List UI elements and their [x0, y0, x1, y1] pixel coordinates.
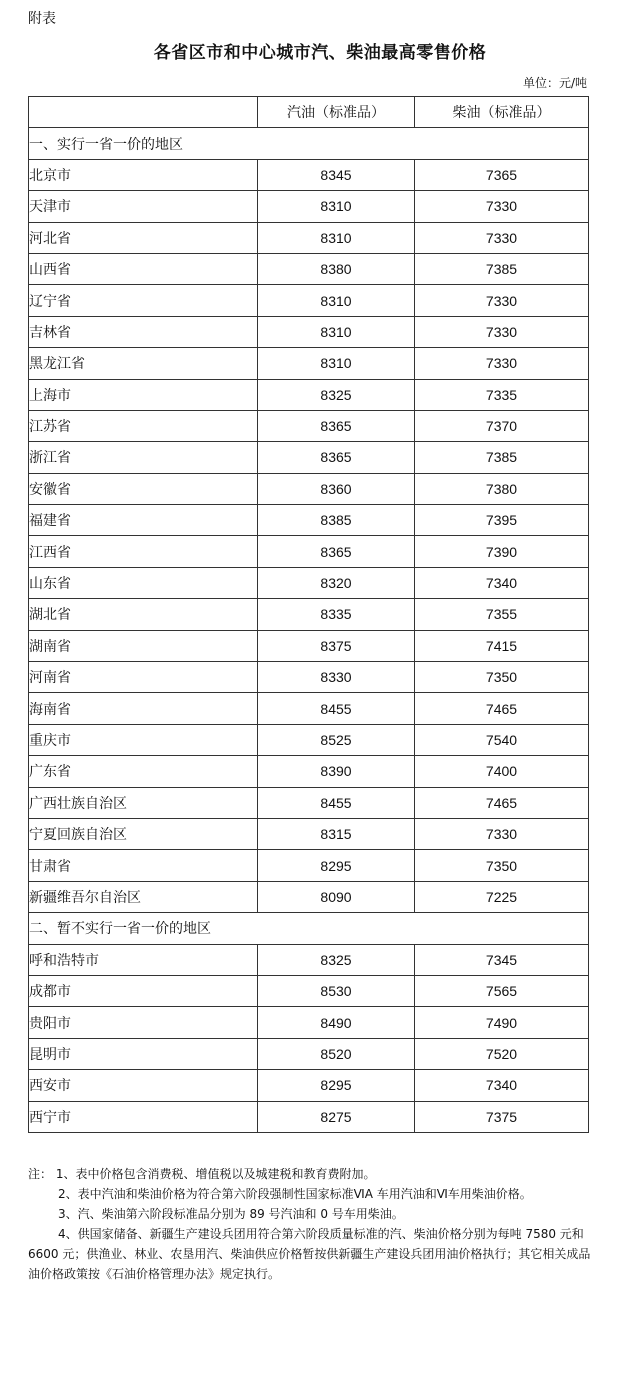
table-row	[29, 410, 589, 441]
gasoline-price-cell: 8310	[258, 316, 415, 347]
table-row	[29, 567, 589, 598]
gasoline-price-cell: 8335	[258, 599, 415, 630]
diesel-price-cell: 7380	[415, 473, 589, 504]
diesel-price-cell: 7390	[415, 536, 589, 567]
table-row	[29, 787, 589, 818]
gasoline-price-cell: 8365	[258, 442, 415, 473]
table-row	[29, 505, 589, 536]
diesel-price-cell: 7330	[415, 191, 589, 222]
region-cell: 辽宁省	[29, 285, 258, 316]
diesel-price-cell: 7370	[415, 410, 589, 441]
gasoline-price-cell: 8275	[258, 1101, 415, 1132]
region-cell: 河南省	[29, 662, 258, 693]
region-cell: 海南省	[29, 693, 258, 724]
note-2: 2、表中汽油和柴油价格为符合第六阶段强制性国家标准ⅥA 车用汽油和Ⅵ车用柴油价格。	[58, 1187, 532, 1201]
diesel-price-cell: 7355	[415, 599, 589, 630]
table-row	[29, 348, 589, 379]
diesel-price-cell: 7330	[415, 222, 589, 253]
gasoline-price-cell: 8455	[258, 693, 415, 724]
gasoline-price-cell: 8385	[258, 505, 415, 536]
table-row	[29, 316, 589, 347]
gasoline-price-cell: 8360	[258, 473, 415, 504]
table-row	[29, 818, 589, 849]
diesel-price-cell: 7335	[415, 379, 589, 410]
table-row	[29, 630, 589, 661]
table-row	[29, 975, 589, 1006]
diesel-price-cell: 7365	[415, 159, 589, 190]
table-row	[29, 191, 589, 222]
diesel-price-cell: 7385	[415, 253, 589, 284]
gasoline-price-cell: 8310	[258, 285, 415, 316]
gasoline-price-cell: 8525	[258, 724, 415, 755]
region-cell: 安徽省	[29, 473, 258, 504]
gasoline-price-cell: 8375	[258, 630, 415, 661]
section-title: 一、实行一省一价的地区	[29, 128, 589, 159]
region-cell: 成都市	[29, 975, 258, 1006]
table-row	[29, 1038, 589, 1069]
region-cell: 浙江省	[29, 442, 258, 473]
gasoline-price-cell: 8380	[258, 253, 415, 284]
region-cell: 江西省	[29, 536, 258, 567]
table-row	[29, 379, 589, 410]
region-cell: 山西省	[29, 253, 258, 284]
gasoline-price-cell: 8520	[258, 1038, 415, 1069]
region-cell: 黑龙江省	[29, 348, 258, 379]
region-cell: 呼和浩特市	[29, 944, 258, 975]
table-body	[29, 128, 589, 1133]
gasoline-price-cell: 8490	[258, 1007, 415, 1038]
gasoline-price-cell: 8325	[258, 944, 415, 975]
gasoline-price-cell: 8315	[258, 818, 415, 849]
region-cell: 山东省	[29, 567, 258, 598]
header-gasoline: 汽油（标准品）	[258, 97, 415, 128]
region-cell: 西宁市	[29, 1101, 258, 1132]
table-row	[29, 662, 589, 693]
diesel-price-cell: 7520	[415, 1038, 589, 1069]
table-row	[29, 881, 589, 912]
gasoline-price-cell: 8365	[258, 536, 415, 567]
table-row	[29, 1101, 589, 1132]
table-row	[29, 442, 589, 473]
table-row	[29, 599, 589, 630]
table-row	[29, 724, 589, 755]
table-title: 各省区市和中心城市汽、柴油最高零售价格	[153, 43, 487, 63]
gasoline-price-cell: 8530	[258, 975, 415, 1006]
region-cell: 广西壮族自治区	[29, 787, 258, 818]
gasoline-price-cell: 8090	[258, 881, 415, 912]
diesel-price-cell: 7350	[415, 850, 589, 881]
region-cell: 吉林省	[29, 316, 258, 347]
section-row	[29, 128, 589, 159]
table-row	[29, 850, 589, 881]
region-cell: 湖北省	[29, 599, 258, 630]
diesel-price-cell: 7540	[415, 724, 589, 755]
gasoline-price-cell: 8310	[258, 191, 415, 222]
gasoline-price-cell: 8320	[258, 567, 415, 598]
gasoline-price-cell: 8310	[258, 348, 415, 379]
diesel-price-cell: 7490	[415, 1007, 589, 1038]
note-3: 3、汽、柴油第六阶段标准品分别为 89 号汽油和 0 号车用柴油。	[58, 1207, 404, 1221]
diesel-price-cell: 7330	[415, 316, 589, 347]
table-row	[29, 159, 589, 190]
table-row	[29, 944, 589, 975]
diesel-price-cell: 7345	[415, 944, 589, 975]
region-cell: 江苏省	[29, 410, 258, 441]
region-cell: 天津市	[29, 191, 258, 222]
diesel-price-cell: 7465	[415, 787, 589, 818]
gasoline-price-cell: 8330	[258, 662, 415, 693]
diesel-price-cell: 7465	[415, 693, 589, 724]
price-table	[28, 96, 589, 1133]
table-row	[29, 285, 589, 316]
diesel-price-cell: 7400	[415, 756, 589, 787]
gasoline-price-cell: 8325	[258, 379, 415, 410]
region-cell: 湖南省	[29, 630, 258, 661]
gasoline-price-cell: 8345	[258, 159, 415, 190]
region-cell: 北京市	[29, 159, 258, 190]
diesel-price-cell: 7330	[415, 348, 589, 379]
region-cell: 甘肃省	[29, 850, 258, 881]
appendix-label: 附表	[28, 11, 56, 27]
gasoline-price-cell: 8295	[258, 1070, 415, 1101]
table-row	[29, 1007, 589, 1038]
diesel-price-cell: 7565	[415, 975, 589, 1006]
region-cell: 广东省	[29, 756, 258, 787]
unit-label: 单位：元/吨	[522, 76, 587, 90]
header-diesel: 柴油（标准品）	[415, 97, 589, 128]
table-row	[29, 253, 589, 284]
diesel-price-cell: 7375	[415, 1101, 589, 1132]
table-row	[29, 473, 589, 504]
diesel-price-cell: 7340	[415, 567, 589, 598]
gasoline-price-cell: 8295	[258, 850, 415, 881]
section-row	[29, 913, 589, 944]
diesel-price-cell: 7415	[415, 630, 589, 661]
gasoline-price-cell: 8390	[258, 756, 415, 787]
table-row	[29, 1070, 589, 1101]
diesel-price-cell: 7330	[415, 818, 589, 849]
region-cell: 河北省	[29, 222, 258, 253]
region-cell: 福建省	[29, 505, 258, 536]
gasoline-price-cell: 8455	[258, 787, 415, 818]
note-4: 4、供国家储备、新疆生产建设兵团用符合第六阶段质量标准的汽、柴油价格分别为每吨 7580 元和 6600 元；供渔业、林业、农垦用汽、柴油供应价格暂按供新疆生产建设兵团用油价格执行；其它相关成品油价格政策按《石油价格管理办法》规定执行。	[28, 1227, 591, 1281]
region-cell: 上海市	[29, 379, 258, 410]
gasoline-price-cell: 8365	[258, 410, 415, 441]
table-row	[29, 756, 589, 787]
diesel-price-cell: 7225	[415, 881, 589, 912]
table-row	[29, 693, 589, 724]
region-cell: 昆明市	[29, 1038, 258, 1069]
notes	[28, 1164, 594, 1284]
table-row	[29, 536, 589, 567]
table-header-row	[29, 97, 589, 128]
diesel-price-cell: 7350	[415, 662, 589, 693]
gasoline-price-cell: 8310	[258, 222, 415, 253]
diesel-price-cell: 7340	[415, 1070, 589, 1101]
diesel-price-cell: 7330	[415, 285, 589, 316]
section-title: 二、暂不实行一省一价的地区	[29, 913, 589, 944]
table-row	[29, 222, 589, 253]
diesel-price-cell: 7385	[415, 442, 589, 473]
region-cell: 新疆维吾尔自治区	[29, 881, 258, 912]
region-cell: 重庆市	[29, 724, 258, 755]
region-cell: 西安市	[29, 1070, 258, 1101]
region-cell: 贵阳市	[29, 1007, 258, 1038]
region-cell: 宁夏回族自治区	[29, 818, 258, 849]
note-1: 注： 1、表中价格包含消费税、增值税以及城建税和教育费附加。	[28, 1167, 376, 1181]
header-region	[29, 97, 258, 128]
diesel-price-cell: 7395	[415, 505, 589, 536]
